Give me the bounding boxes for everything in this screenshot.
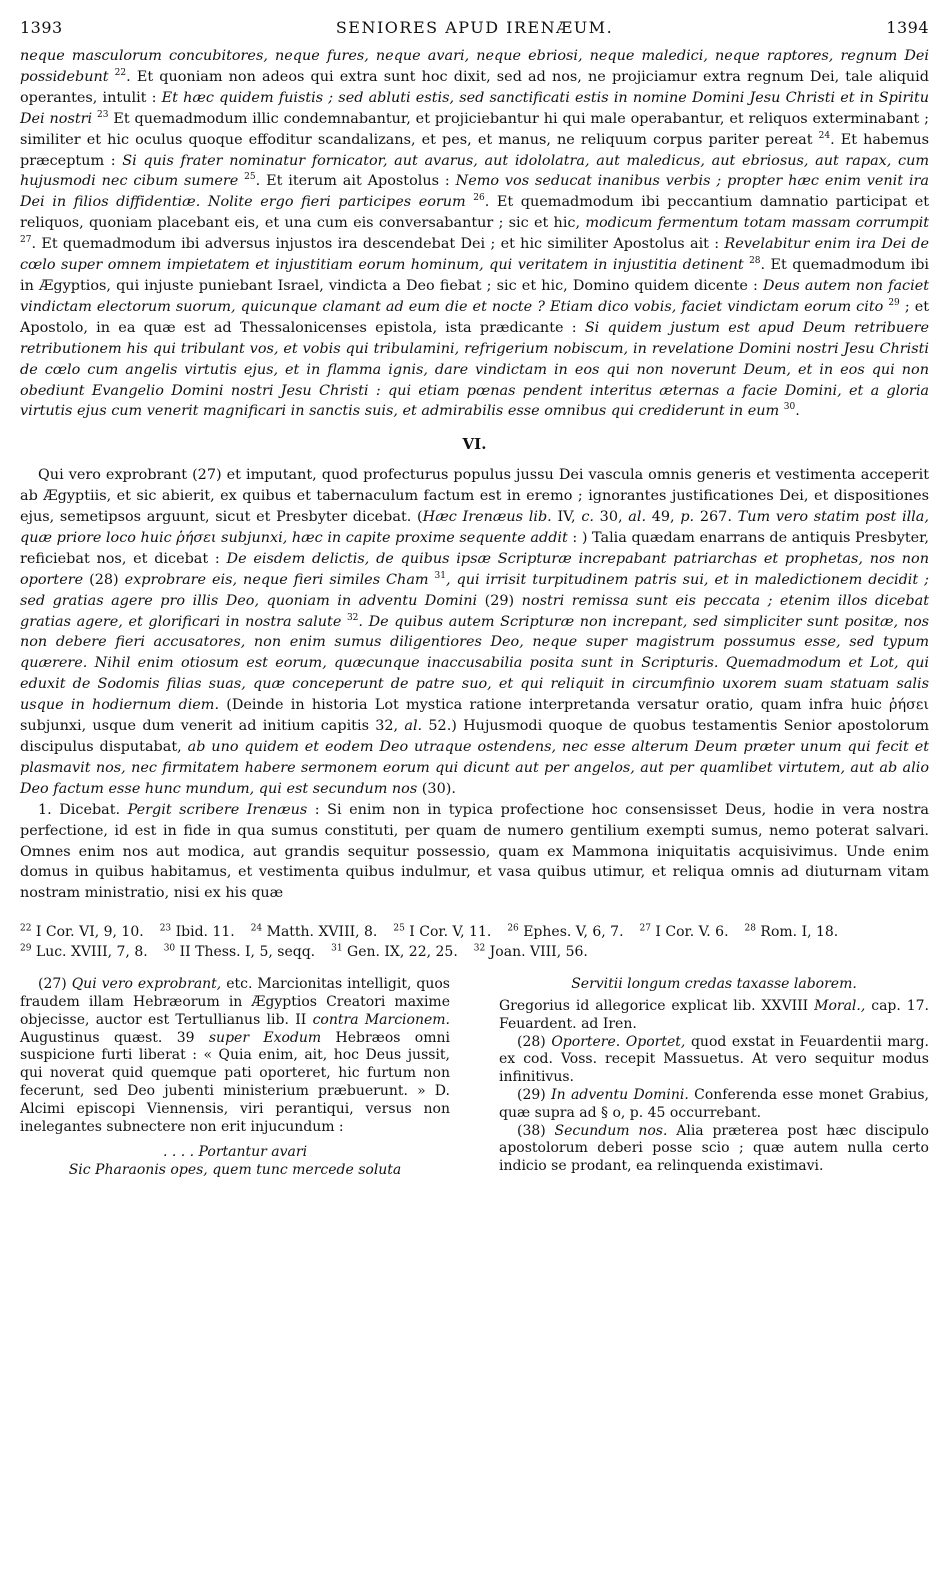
text: . xyxy=(795,403,800,420)
reference-text: Joan. VIII, 56. xyxy=(485,944,588,961)
text-italic: Si quis frater nominatur fornicator, aut avarus, aut idololatra, aut maledicus, aut ebriosus, aut rapax, cum hujusmodi nec cibum sumere xyxy=(20,152,929,190)
footnote-ref: 30 xyxy=(783,402,796,413)
text: 49, xyxy=(646,509,681,526)
text: . Et quemadmodum ibi in Ægyptios, qui injuste puniebant Israel, vindicta a Deo fiebat ; sic et hic, Domino quidem dicente : xyxy=(20,257,930,294)
text: Qui vero exprobrant (27) et imputant, quod profecturus populus jussu Dei vascula omnis generis et vestimenta acceperit ab Ægyptiis, et sic abierit, ex quibus et tabernaculum factum est in eremo ; ignorantes justificationes Dei, et dispositiones ejus, semetipsos arguunt, sicut et Presbyter dicebat. ( xyxy=(20,467,929,526)
text-italic: Deus autem non faciet vindictam electorum suorum, quicunque clamant ad eum die et nocte ? Etiam dico vobis, faciet vindictam eorum cito xyxy=(20,277,930,315)
reference-number: 25 xyxy=(393,923,405,934)
footnote-ref: 27 xyxy=(20,235,32,246)
text-italic: super Exodum xyxy=(208,1029,322,1046)
text-italic: Secundum nos. xyxy=(554,1122,668,1139)
text-italic: Revelabitur enim ira Dei de cœlo super omnem impietatem et injustitiam eorum hominum, qui veritatem in injustitia detinent xyxy=(20,236,930,274)
text: cap. 17. Feuardent. ad Iren. xyxy=(499,998,930,1032)
text: etc. Marcionitas intelligit, quos fraudem illam Hebræorum in Ægyptios Creatori maxime objecisse, auctor est Tertullianus lib. II xyxy=(20,976,450,1028)
footnote-ref: 31 xyxy=(434,570,446,581)
reference-item xyxy=(474,942,588,962)
reference-item xyxy=(20,942,148,962)
reference-item xyxy=(164,942,315,962)
text-italic: In adventu Domini. xyxy=(551,1087,689,1104)
text: (Deinde in historia Lot mystica ratione interpretanda versatur oratio, quam infra huic ῥήσει subjunxi, usque dum venerit ad initium capitis 32, xyxy=(20,697,929,735)
paragraph-section-vi xyxy=(20,465,929,800)
reference-text: I Cor. V. 6. xyxy=(650,924,729,941)
text-italic: . De quibus autem Scripturæ non increpant, sed simpliciter sunt positæ, nos non debere fieri accusatores, non enim sumus diligentiores Deo, neque super magistrum possumus esse, sed typum quærere. Nihil enim otiosum est eorum, quæcunque inaccusabilia posita sunt in Scripturis. Quemadmodum et Lot, qui eduxit de Sodomis filias suas, quæ conceperunt de patre suo, et qui reliquit in circumfinio uxorem suam statuam salis usque in hodiernum diem. xyxy=(20,613,929,714)
footnote-ref: 29 xyxy=(888,298,900,309)
text-italic: Qui vero exprobrant, xyxy=(71,976,222,993)
text: Gregorius id allegorice explicat lib. XXVIII xyxy=(499,998,815,1015)
text: Augustinus quæst. 39 xyxy=(20,1029,209,1046)
text-italic: Oportere. Oportet, xyxy=(551,1033,686,1050)
text: (28) xyxy=(83,571,125,588)
text: (27) xyxy=(38,976,72,993)
verse-quote xyxy=(499,976,929,994)
text: Alia præterea post hæc discipulo apostolorum deberi posse scio ; quæ autem nulla certo indicio se prodant, ea relinquenda existimavi. xyxy=(499,1122,929,1175)
text-italic: contra Marcionem. xyxy=(312,1011,450,1028)
text-italic: c. xyxy=(581,509,594,526)
text: 30, xyxy=(593,509,629,526)
section-heading: VI. xyxy=(462,435,487,454)
reference-text: Ephes. V, 6, 7. xyxy=(518,924,624,941)
note-38 xyxy=(499,1123,929,1176)
footnote-ref: 23 xyxy=(97,109,109,120)
text-italic: al. xyxy=(404,718,423,735)
text-italic: exprobrare eis, neque fieri similes Cham xyxy=(124,571,429,588)
text-italic: Et hæc quidem fuistis ; sed abluti estis, sed sanctificati estis in nomine Domini Jesu Christi et in Spiritu Dei nostri xyxy=(20,89,930,127)
scripture-references xyxy=(20,922,929,962)
editorial-notes xyxy=(20,976,929,1180)
reference-number: 26 xyxy=(507,923,519,934)
notes-right-column xyxy=(499,976,929,1180)
reference-text: II Thess. I, 5, seqq. xyxy=(175,944,316,961)
notes-left-column xyxy=(20,976,450,1180)
text: quod exstat in Feuardentii marg. ex cod. Voss. recepit Massuetus. At vero sequitur modus infinitivus. xyxy=(499,1033,929,1086)
text-italic: , qui irrisit turpitudinem patris sui, et in maledictionem decidit ; sed gratias agere pro illis Deo, quoniam in adventu Domini xyxy=(20,571,929,609)
left-page-number: 1393 xyxy=(20,18,63,37)
text: ; et Apostolo, in ea quæ est ad Thessalonicenses epistola, ista prædicante : xyxy=(20,298,930,336)
footnote-ref: 25 xyxy=(244,172,256,183)
main-text xyxy=(20,46,929,904)
text: (29) xyxy=(517,1087,552,1104)
reference-item xyxy=(251,922,378,942)
text-italic: Pergit scribere Irenæus xyxy=(127,801,308,818)
text: . Et iterum ait Apostolus : xyxy=(255,173,456,190)
reference-item xyxy=(745,922,839,942)
reference-number: 27 xyxy=(639,923,651,934)
reference-item xyxy=(160,922,235,942)
text: : ) Talia quædam enarrans de antiquis Presbyter, reficiebat nos, et dicebat : xyxy=(20,529,929,567)
reference-text: I Cor. V, 11. xyxy=(404,924,492,941)
text-italic: Nemo vos seducat inanibus verbis ; propter hæc enim venit ira Dei in filios diffidentiæ. Nolite ergo fieri participes eorum xyxy=(20,173,929,211)
reference-number: 32 xyxy=(473,943,486,954)
reference-text: Rom. I, 18. xyxy=(755,924,839,941)
footnote-ref: 32 xyxy=(346,612,359,623)
reference-text: I Cor. VI, 9, 10. xyxy=(31,924,144,941)
reference-item xyxy=(507,922,623,942)
reference-number: 28 xyxy=(744,923,756,934)
text-italic: Moral., xyxy=(814,998,866,1015)
reference-text: Matth. XVIII, 8. xyxy=(262,924,378,941)
text: (28) xyxy=(517,1033,552,1050)
text: . Et quoniam non adeos qui extra sunt hoc dixit, sed ad nos, ne projiciamur extra regnum Dei, tale aliquid operantes, intulit : xyxy=(20,68,929,106)
reference-number: 30 xyxy=(163,943,176,954)
text-italic: modicum fermentum totam massam corrumpit xyxy=(585,215,929,232)
text-italic: ab uno quidem et eodem Deo utraque ostendens, nec esse alterum Deum præter unum qui fecit et plasmavit nos, nec firmitatem habere sermonem eorum qui dicunt aut per angelos, aut per quamlibet virtutem, aut ab alio Deo factum esse hunc mundum, qui est secundum nos xyxy=(20,739,929,797)
reference-number: 22 xyxy=(20,923,32,934)
text: Hebræos omni suspicione furti liberat : « Quia enim, ait, hoc Deus jussit, qui noverat quid quemque pati oporteret, hic furtum non fecerunt, sed Deo jubenti ministerium præbuerunt. » D. Alcimi episcopi Viennensis, viri perantiqui, versus non inelegantes subnectere non erit injucundum : xyxy=(20,1029,450,1135)
text-italic: Tum vero statim post illa, quæ priore loco huic ῥήσει subjunxi, hæc in capite proxime sequente addit xyxy=(20,509,929,546)
footnote-ref: 26 xyxy=(473,193,485,204)
text-italic: Hæc Irenæus lib. xyxy=(422,509,552,526)
reference-text: Ibid. 11. xyxy=(171,924,235,941)
text-italic: nostri remissa sunt eis peccata ; etenim illos dicebat gratias agere, et glorificari in nostra salute xyxy=(20,592,930,630)
text: . Et quemadmodum ibi adversus injustos ira descendebat Dei ; et hic similiter Apostolus ait : xyxy=(31,236,725,253)
text: IV, xyxy=(551,509,582,526)
text: . Et habemus præceptum : xyxy=(20,131,930,169)
reference-item xyxy=(20,922,144,942)
reference-number: 23 xyxy=(159,923,172,934)
reference-item xyxy=(393,922,491,942)
reference-text: Gen. IX, 22, 25. xyxy=(342,944,458,961)
footnote-ref: 22 xyxy=(114,68,127,79)
note-gregorius xyxy=(499,998,929,1034)
verse-line: . . . . Portantur avari xyxy=(162,1144,308,1161)
footnote-ref: 28 xyxy=(749,256,761,267)
reference-text: Luc. XVIII, 7, 8. xyxy=(31,944,148,961)
footnote-ref: 24 xyxy=(818,130,831,141)
text: (29) xyxy=(477,592,522,609)
running-title: SENIORES APUD IRENÆUM. xyxy=(335,18,614,37)
paragraph-1 xyxy=(20,800,929,905)
verse-line: Sic Pharaonis opes, quem tunc mercede soluta xyxy=(68,1162,402,1179)
reference-item xyxy=(331,942,458,962)
text: (38) xyxy=(517,1122,555,1139)
reference-number: 24 xyxy=(250,923,263,934)
verse-quote xyxy=(20,1144,450,1180)
text-italic: neque masculorum concubitores, neque fures, neque avari, neque ebriosi, neque maledici, neque raptores, regnum Dei possidebunt xyxy=(20,48,929,85)
note-29 xyxy=(499,1087,929,1123)
note-27 xyxy=(20,976,450,1136)
text: (30). xyxy=(417,780,456,797)
text: 1. Dicebat. xyxy=(38,801,128,818)
text: : Si enim non in typica profectione hoc consensisset Deus, hodie in vera nostra perfectione, id est in fide in qua sumus constituti, per quam de numero gentilium exempti sumus, nemo poterat salvari. Omnes enim nos aut modica, aut grandis sequitur possessio, quam ex Mammona iniquitatis acquisivimus. Unde enim domus in quibus habitamus, et vestimenta quibus indulmur, et vasa quibus utimur, et reliqua omnis ad diuturnam vitam nostram ministratio, nisi ex his quæ xyxy=(20,801,929,902)
text-italic: p. xyxy=(680,509,695,526)
text: . Et quemadmodum ibi peccantium damnatio participat et reliquos, quoniam placebant eis, et una cum eis conversabantur ; sic et hic, xyxy=(20,194,929,232)
text: 267. xyxy=(694,509,738,526)
paragraph-continuation xyxy=(20,46,929,422)
reference-number: 29 xyxy=(20,943,32,954)
verse-line: Servitii longum credas taxasse laborem. xyxy=(571,976,857,993)
reference-item xyxy=(640,922,729,942)
text: Conferenda esse monet Grabius, quæ supra ad § o, p. 45 occurrebant. xyxy=(499,1087,929,1121)
note-28 xyxy=(499,1034,929,1087)
running-header xyxy=(20,0,929,37)
text-italic: Si quidem justum est apud Deum retribuere retributionem his qui tribulant vos, et vobis qui tribulamini, refrigerium nobiscum, in revelatione Domini nostri Jesu Christi de cœlo cum angelis virtutis ejus, et in flamma ignis, dare vindictam in eos qui non noverunt Deum, et in eos qui non obediunt Evangelio Domini nostri Jesu Christi : qui etiam pœnas pendent interitus æternas a facie Domini, et a gloria virtutis ejus cum venerit magnificari in sanctis suis, et admirabilis esse omnibus qui crediderunt in eum xyxy=(20,319,929,420)
text-italic: al. xyxy=(628,509,647,526)
reference-number: 31 xyxy=(331,943,343,954)
right-page-number: 1394 xyxy=(886,18,929,37)
text-italic: De eisdem delictis, de quibus ipsæ Scripturæ increpabant patriarchas et prophetas, nos non oportere xyxy=(20,550,929,588)
text: 52.) Hujusmodi quoque de quobus testamentis Senior apostolorum discipulus disputabat, xyxy=(20,718,929,755)
text: Et quemadmodum illic condemnabantur, et projiciebantur hi qui male operabantur, et reliquos exterminabant ; similiter et hic oculus quoque effoditur scandalizans, et pes, et manus, ne reliquum corpus pariter pereat xyxy=(20,110,930,148)
